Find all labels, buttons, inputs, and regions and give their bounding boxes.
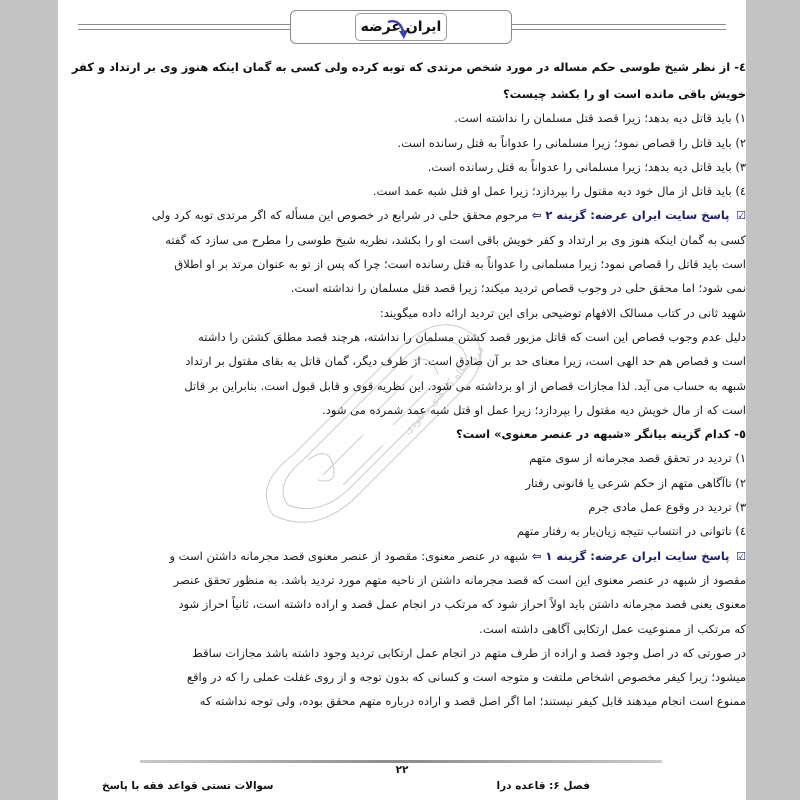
answer-line: که مرتکب از ممنوعیت عمل ارتکابی آگاهی داشته است. <box>479 621 746 636</box>
answer-line: شهید ثانی در کتاب مسالک الافهام توضیحی برای این تردید ارائه داده میگویند: <box>379 305 746 320</box>
answer-line: معنوی یعنی قصد مجرمانه داشتن باید اولاً احراز شود که مرتکب در انجام عمل قصد و اراده داشته است، ثانیاً احراز شود <box>178 597 746 612</box>
answer-line: ممنوع است انجام میدهند قابل کیفر نیستند؛ اما اگر اصل قصد و اراده درباره متهم محقق بوده، ولی توجه نداشته که <box>199 694 746 709</box>
page-content <box>71 52 746 714</box>
answer-text: مرحوم محقق حلی در شرایع در خصوص این مسأله که اگر مرتدی توبه کرد ولی <box>151 208 529 223</box>
answer-line: است که از مال خویش دیه مقتول را بپردازد؛ زیرا عمل او قتل شبه عمد شمرده می شود. <box>322 402 746 417</box>
answer-line: نمی شود؛ اما محقق حلی در وجوب قصاص تردید میکند؛ زیرا قصد قتل مسلمان را نداشته است. <box>290 281 746 296</box>
question-5-option-4: ٤) ناتوانی در انتساب نتیجه زیان‌بار به رفتار متهم <box>516 524 746 539</box>
question-5-option-3: ۳) تردید در وقوع عمل مادی جرم <box>588 500 746 515</box>
question-4-option-2: ۲) باید قاتل را قصاص نمود؛ زیرا مسلمانی را عدواناً به قتل رسانده است. <box>397 135 746 150</box>
header-rule-left <box>78 24 290 30</box>
page-footer <box>58 752 746 800</box>
question-5-answer <box>98 544 746 568</box>
logo-badge <box>355 13 447 41</box>
question-5-option-2: ۲) ناآگاهی متهم از حکم شرعی یا قانونی رفتار <box>525 475 746 490</box>
question-4-option-1: ۱) باید قاتل دیه بدهد؛ زیرا قصد قتل مسلمان را نداشته است. <box>454 111 746 126</box>
question-4-option-3: ۳) باید قاتل دیه بدهد؛ زیرا مسلمانی را عدواناً به قتل رسانده است. <box>427 159 746 174</box>
answer-text: شبهه در عنصر معنوی: مقصود از عنصر معنوی قصد مجرمانه داشتن است و <box>169 548 529 563</box>
footer-rule <box>140 760 662 763</box>
logo <box>290 10 512 44</box>
answer-line: کسی به گمان اینکه هنوز وی بر ارتداد و کفر خویش باقی است او را بکشد، نظریه شیخ طوسی را مطرح می سازد که گفته <box>165 232 746 247</box>
chapter-title: فصل ۶: قاعده درا <box>496 780 590 792</box>
watermark-text: فروشگاه کالاهای دانلودی <box>400 343 487 438</box>
checkbox-checked-icon: ☑ <box>736 549 746 563</box>
page-number: ۲۲ <box>395 764 409 776</box>
answer-line: در صورتی که در اصل وجود قصد و اراده از طرف متهم در انجام عمل ارتکابی تردید وجود داشته باشد مجازات ساقط <box>192 645 746 660</box>
question-4-text: ٤- از نظر شیخ طوسی حکم مساله در مورد شخص مرتدی که توبه کرده ولی کسی به گمان اینکه هنوز وی بر ارتداد و کفر <box>71 60 746 74</box>
document-page <box>58 0 746 800</box>
answer-line: میشود؛ زیرا کیفر مخصوص اشخاص ملتفت و متوجه است و کسانی که بدون توجه و از روی غفلت عملی را که در واقع <box>186 670 746 685</box>
book-title: سوالات تستی قواعد فقه با پاسخ <box>102 780 274 792</box>
question-5-option-1: ۱) تردید در تحقق قصد مجرمانه از سوی متهم <box>529 451 746 466</box>
question-4-text-cont: خویش باقی مانده است او را بکشد چیست؟ <box>502 87 746 101</box>
logo-text: ایران عرضه <box>360 19 442 35</box>
question-5-text: ٥- کدام گزینه بیانگر «شبهه در عنصر معنوی» است؟ <box>456 427 746 442</box>
answer-line: شبهه به حساب می آید. لذا مجازات قصاص از او برداشته می شود. این نظریه قوی و قابل قبول است. بنابراین بر قاتل <box>184 378 746 393</box>
answer-line: است و قصاص هم حد الهی است، زیرا معنای حد بر آن صادق است. از طرف دیگر، گمان قاتل به بقای مقتول بر ارتداد <box>185 354 746 369</box>
question-4-answer <box>98 203 746 227</box>
question-4-option-4: ٤) باید قاتل از مال خود دیه مقتول را بپردازد؛ زیرا عمل او قتل شبه عمد است. <box>372 184 746 199</box>
answer-line: مقصود از شبهه در عنصر معنوی این است که قصد مجرمانه داشتن از ناحیه متهم مورد تردید باشد. به منظور تحقق عنصر <box>173 572 746 587</box>
page-header <box>58 0 746 48</box>
header-rule-right <box>510 24 726 30</box>
answer-line: دلیل عدم وجوب قصاص این است که قاتل مزبور قصد کشتن مسلمان را نداشته، هرچند قصد مطلق کشتن را داشته <box>198 329 746 344</box>
answer-label: پاسخ سایت ایران عرضه: گزینه ۲ ⇦ <box>531 208 730 223</box>
answer-line: است باید قاتل را قصاص نمود؛ زیرا مسلمانی را عدواناً به قتل رسانده است؛ چرا که پس از تو به عنوان مرتد بر او اطلاق <box>174 257 746 272</box>
answer-label: پاسخ سایت ایران عرضه: گزینه ۱ ⇦ <box>531 548 730 563</box>
checkbox-checked-icon: ☑ <box>736 209 746 223</box>
